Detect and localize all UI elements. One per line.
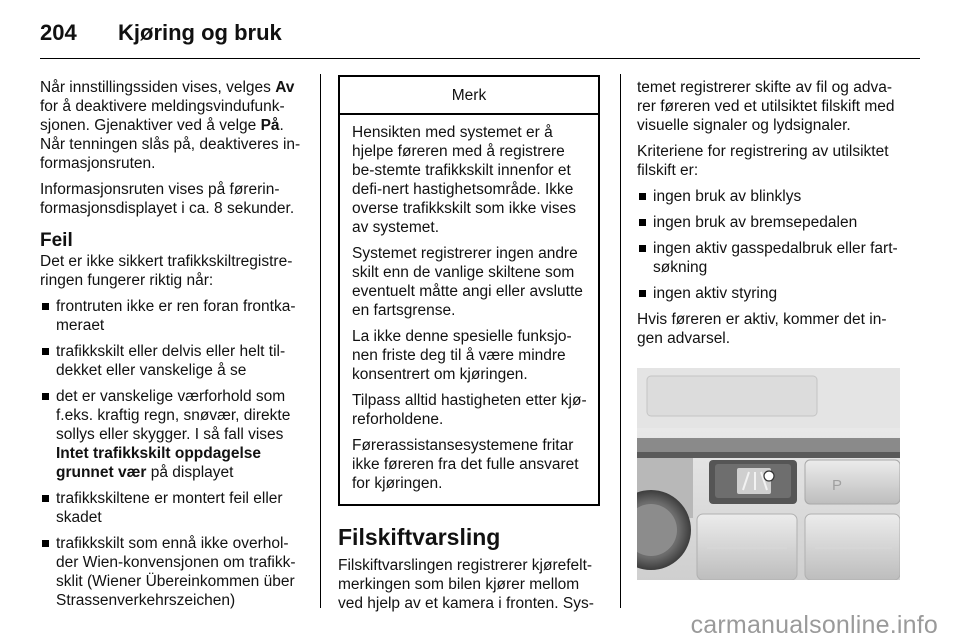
list-item: trafikkskilt eller delvis eller helt til-dekket eller vanskelige å se: [40, 342, 306, 380]
note-paragraph: Hensikten med systemet er å hjelpe føreren med å registrere be-stemte trafikkskilt innenfor et defi-nert hastighetsområde. Ikke overse trafikkskilt som ikke vises av systemet.: [352, 124, 576, 236]
note-paragraph: Førerassistansesystemene fritar ikke føreren fra det fulle ansvaret for kjøringen.: [352, 437, 579, 492]
column-3: [637, 78, 901, 399]
note-box: [338, 75, 600, 506]
park-button-label: P: [832, 477, 843, 494]
bullet-icon: [639, 219, 646, 226]
list-item: trafikkskilt som ennå ikke overhol-der Wien-konvensjonen om trafikk-sklit (Wiener Übereinkommen über Strassenverkehrszeichen): [40, 534, 306, 610]
section-text: Filskiftvarslingen registrerer kjørefelt-merkingen som bilen kjører mellom ved hjelp av et kamera i fronten. Sys-: [338, 557, 594, 612]
settings-paragraph: Når innstillingssiden vises, velges Av for å deaktivere meldingsvindufunk-sjonen. Gjenaktiver ved å velge På. Når tenningen slås på, deaktiveres in-formasjonsruten.: [40, 79, 301, 172]
section-heading: Filskiftvarsling: [338, 524, 501, 550]
list-item: ingen bruk av blinklys: [637, 187, 901, 206]
chapter-title: Kjøring og bruk: [118, 20, 282, 45]
list-item: frontruten ikke er ren foran frontka-meraet: [40, 297, 306, 335]
bullet-icon: [639, 193, 646, 200]
column-1: [40, 78, 306, 617]
bullet-icon: [42, 393, 49, 400]
watermark: carmanualsonline.info: [690, 611, 938, 639]
list-item: trafikkskiltene er montert feil eller skadet: [40, 489, 306, 527]
bullet-icon: [42, 495, 49, 502]
list-item: ingen aktiv styring: [637, 284, 901, 303]
header-rule: [40, 58, 920, 59]
bullet-icon: [42, 348, 49, 355]
bullet-icon: [42, 303, 49, 310]
lane-paragraph: temet registrerer skifte av fil og adva-rer føreren ved et utilsiktet filskift med visuelle signaler og lydsignaler.: [637, 79, 895, 134]
column-2: [338, 78, 600, 620]
bullet-icon: [42, 540, 49, 547]
console-illustration: [637, 368, 900, 580]
page-header: [40, 14, 920, 54]
bullet-icon: [639, 290, 646, 297]
note-paragraph: Systemet registrerer ingen andre skilt enn de vanlige skiltene som eventuelt måtte angi eller avslutte en fartsgrense.: [352, 245, 583, 319]
note-paragraph: La ikke denne spesielle funksjo-nen friste deg til å være mindre konsentrert om kjøringen.: [352, 328, 572, 383]
feil-list: [40, 297, 306, 610]
list-item: det er vanskelige værforhold som f.eks. kraftig regn, snøvær, direkte sollys eller skygger. I så fall vises Intet trafikkskilt oppdagelse grunnet vær på displayet: [40, 387, 306, 482]
warning-paragraph: Hvis føreren er aktiv, kommer det in-gen advarsel.: [637, 311, 887, 347]
list-item: ingen bruk av bremsepedalen: [637, 213, 901, 232]
criteria-intro: Kriteriene for registrering av utilsiktet filskift er:: [637, 143, 889, 179]
feil-heading: Feil: [40, 230, 73, 251]
column-divider-right: [620, 74, 621, 608]
bullet-icon: [639, 245, 646, 252]
display-paragraph: Informasjonsruten vises på førerin-formasjonsdisplayet i ca. 8 sekunder.: [40, 181, 295, 217]
feil-intro: Det er ikke sikkert trafikkskiltregistre-ringen fungerer riktig når:: [40, 253, 293, 289]
console-photo: [637, 368, 900, 580]
note-paragraph: Tilpass alltid hastigheten etter kjø-reforholdene.: [352, 392, 587, 428]
list-item: ingen aktiv gasspedalbruk eller fart-søkning: [637, 239, 901, 277]
column-divider-left: [320, 74, 321, 608]
note-title: Merk: [340, 77, 598, 115]
criteria-list: [637, 187, 901, 303]
page-number: 204: [40, 20, 77, 45]
note-body: [340, 115, 598, 504]
